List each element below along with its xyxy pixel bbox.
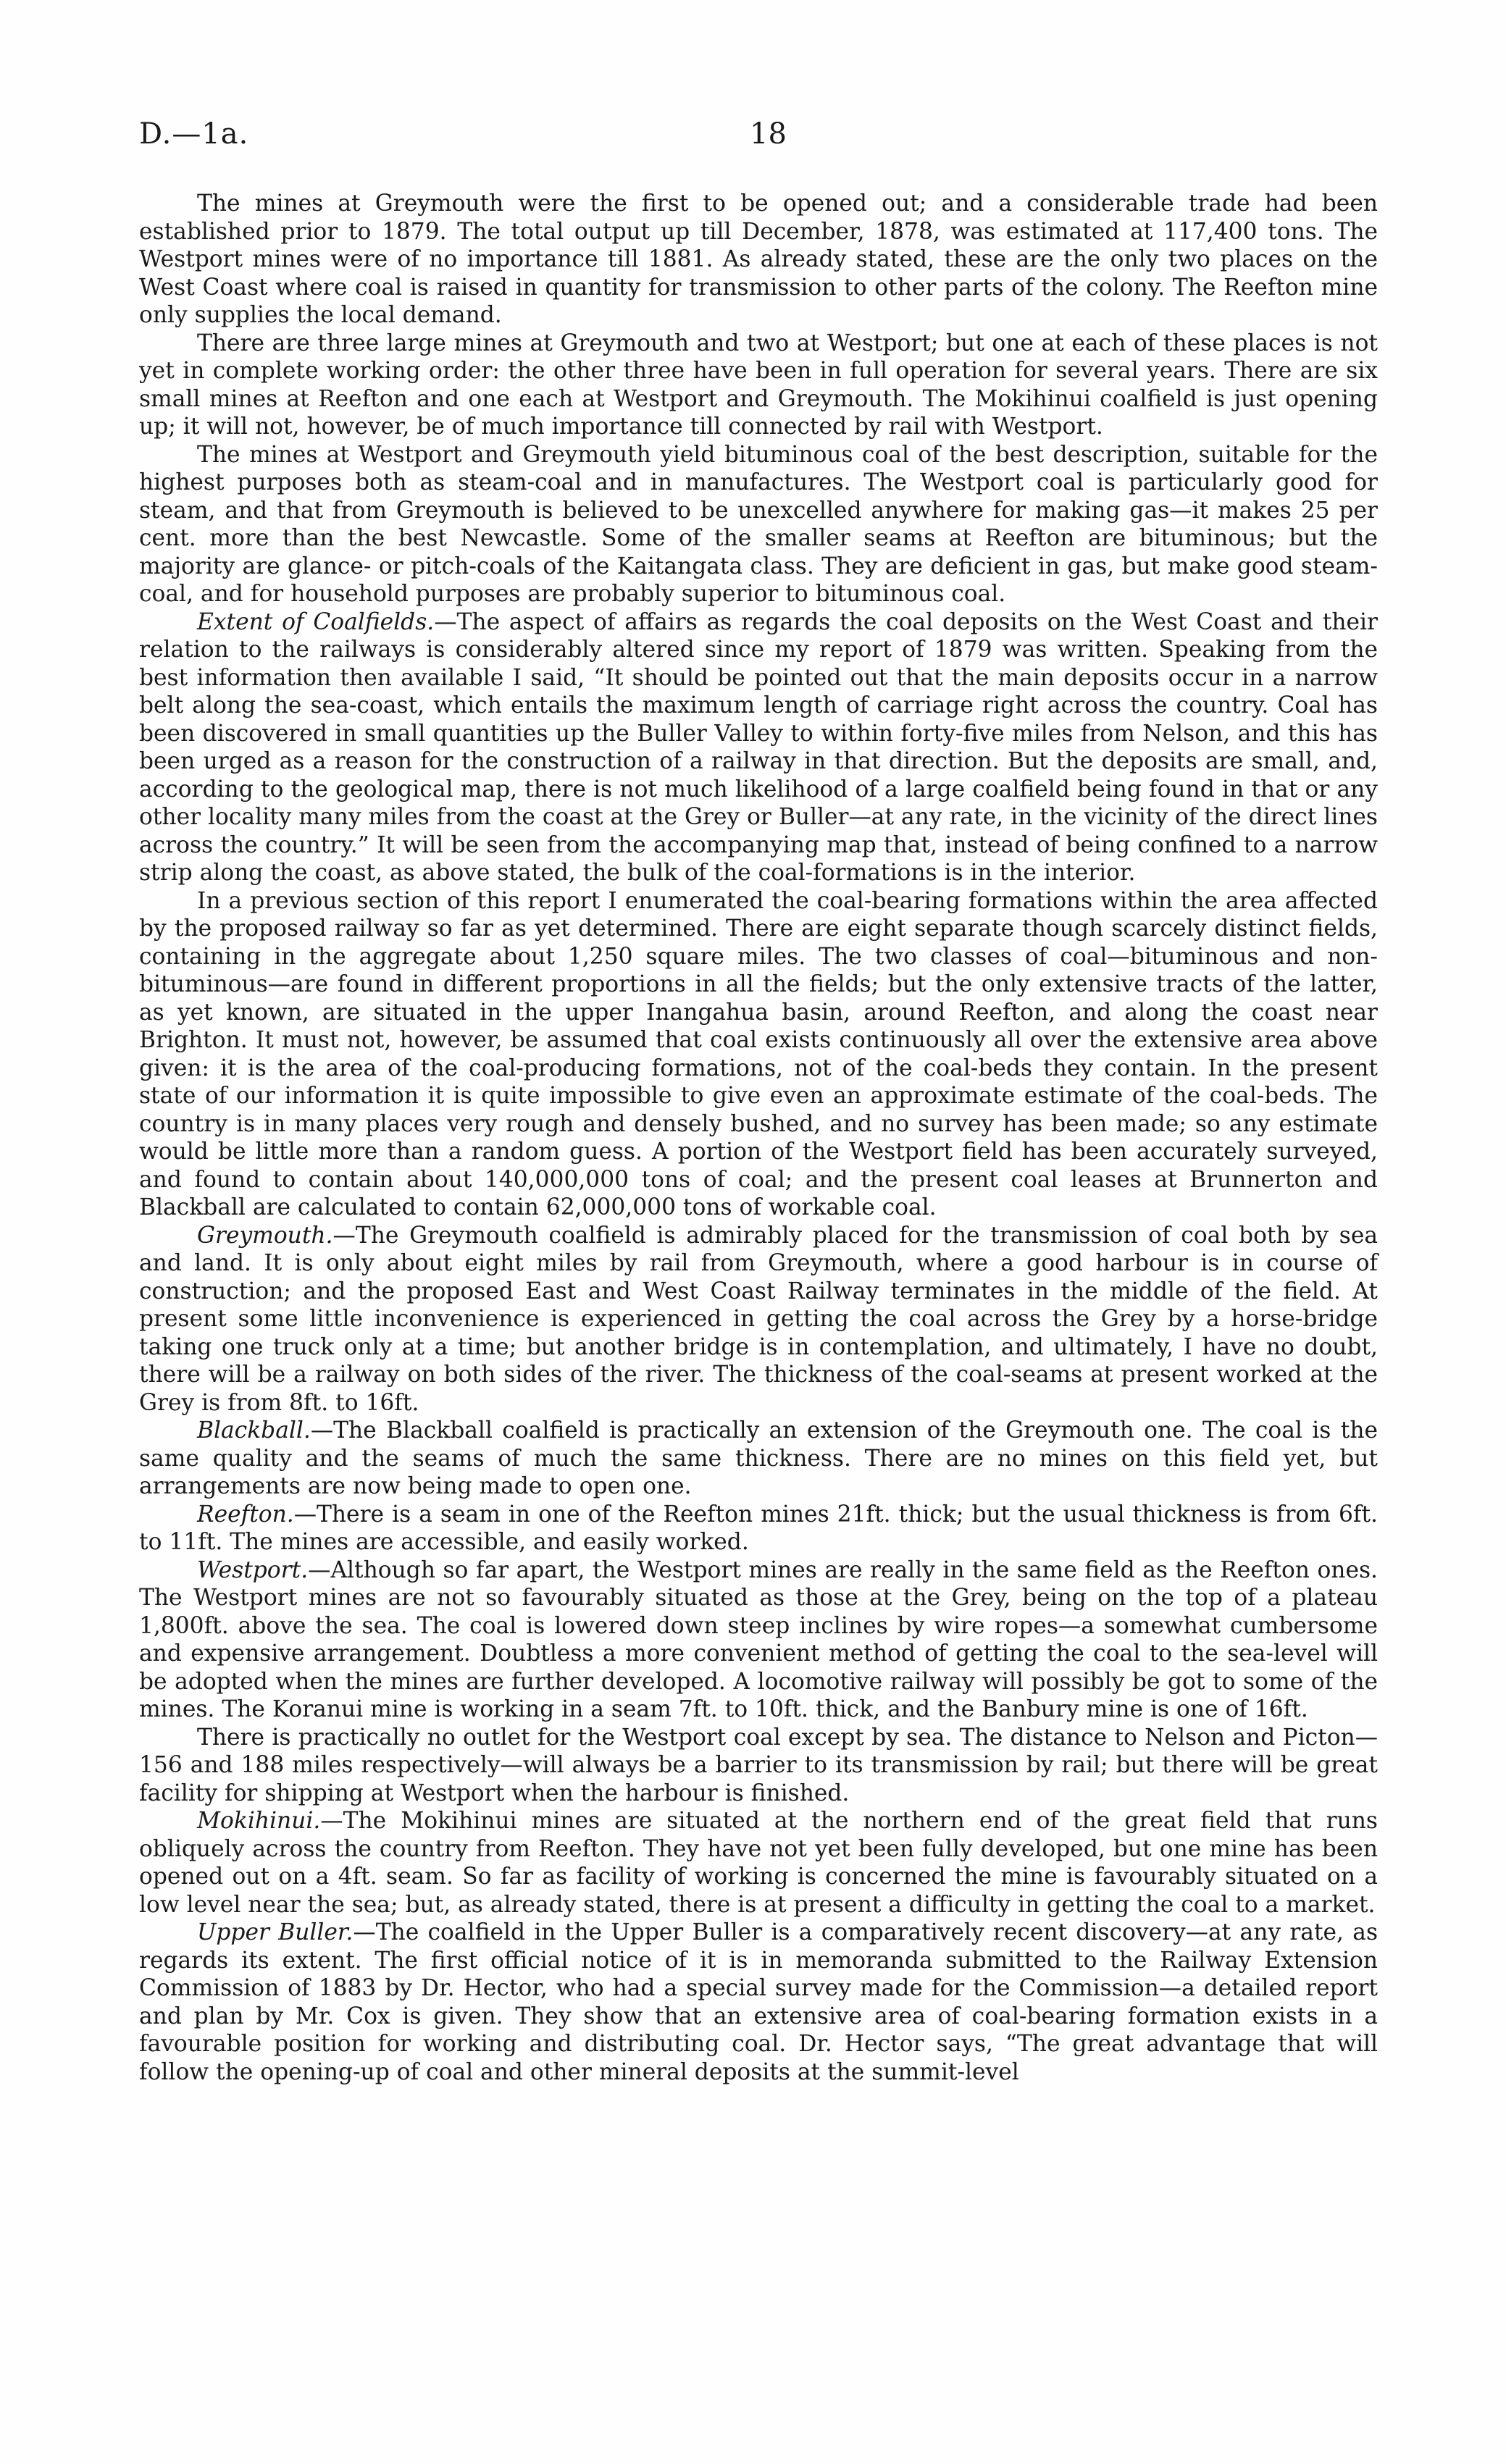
page-number: 18: [750, 117, 787, 151]
paragraph-text: —Although so far apart, the Westport mines are really in the same field as the Reefton ones. The Westport mines are not so favourably situated as those at the Grey, being on the top of a plateau 1,800ft. above the sea. The coal is lowered down steep inclines by wire ropes—a somewhat cumbersome and expensive arrangement. Doubtless a more convenient method of getting the coal to the sea-level will be adopted when the mines are further developed. A locomotive railway will possibly be got to some of the mines. The Koranui mine is working in a seam 7ft. to 10ft. thick, and the Banbury mine is one of 16ft.: [139, 1556, 1378, 1722]
paragraph-text: There are three large mines at Greymouth and two at Westport; but one at each of these places is not yet in complete working order: the other three have been in full operation for several years. There are six small mines at Reefton and one each at Westport and Greymouth. The Mokihinui coalfield is just opening up; it will not, however, be of much importance till connected by rail with Westport.: [139, 330, 1378, 440]
paragraph-text: —The aspect of affairs as regards the coal deposits on the West Coast and their relation to the railways is considerably altered since my report of 1879 was written. Speaking from the best information then available I said, “It should be pointed out that the main deposits occur in a narrow belt along the sea-coast, which entails the maximum length of carriage right across the country. Coal has been discovered in small quantities up the Buller Valley to within forty-five miles from Nelson, and this has been urged as a reason for the construction of a railway in that direction. But the deposits are small, and, according to the geological map, there is not much likelihood of a large coalfield being found in that or any other locality many miles from the coast at the Grey or Buller—at any rate, in the vicinity of the direct lines across the country.” It will be seen from the accompanying map that, instead of being confined to a narrow strip along the coast, as above stated, the bulk of the coal-formations is in the interior.: [139, 608, 1379, 886]
paragraph-text: —The Mokihinui mines are situated at the northern end of the great field that runs obliquely across the country from Reefton. They have not yet been fully developed, but one mine has been opened out on a 4ft. seam. So far as facility of working is concerned the mine is favourably situated on a low level near the sea; but, as already stated, there is at present a difficulty in getting the coal to a market.: [139, 1808, 1378, 1918]
paragraph-heading: Westport.: [197, 1556, 309, 1583]
paragraph-westport: [139, 1556, 1378, 1724]
paragraph-upper-buller: [139, 1919, 1378, 2086]
paragraph-text: There is practically no outlet for the Westport coal except by sea. The distance to Nelson and Picton—156 and 188 miles respectively—will always be a barrier to its transmission by rail; but there will be great facility for shipping at Westport when the harbour is finished.: [139, 1724, 1378, 1806]
paragraph-blackball: [139, 1417, 1378, 1501]
paragraph-text: —The Blackball coalfield is practically an extension of the Greymouth one. The coal is the same quality and the seams of much the same thickness. There are no mines on this field yet, but arrangements are now being made to open one.: [139, 1417, 1378, 1499]
paragraph-text: In a previous section of this report I enumerated the coal-bearing formations within the area affected by the proposed railway so far as yet determined. There are eight separate though scarcely distinct fields, containing in the aggregate about 1,250 square miles. The two classes of coal—bituminous and non-bituminous—are found in different proportions in all the fields; but the only extensive tracts of the latter, as yet known, are situated in the upper Inangahua basin, around Reefton, and along the coast near Brighton. It must not, however, be assumed that coal exists continuously all over the extensive area above given: it is the area of the coal-producing formations, not of the coal-beds they contain. In the present state of our information it is quite impossible to give even an approximate estimate of the coal-beds. The country is in many places very rough and densely bushed, and no survey has been made; so any estimate would be little more than a random guess. A portion of the Westport field has been accurately surveyed, and found to contain about 140,000,000 tons of coal; and the present coal leases at Brunnerton and Blackball are calculated to contain 62,000,000 tons of workable coal.: [139, 887, 1378, 1220]
paragraph-reefton: [139, 1501, 1378, 1556]
paragraph-text: —There is a seam in one of the Reefton mines 21ft. thick; but the usual thickness is from 6ft. to 11ft. The mines are accessible, and easily worked.: [139, 1501, 1378, 1555]
paragraph-text: —The Greymouth coalfield is admirably placed for the transmission of coal both by sea and land. It is only about eight miles by rail from Greymouth, where a good harbour is in course of construction; and the proposed East and West Coast Railway terminates in the middle of the field. At present some little inconvenience is experienced in getting the coal across the Grey by a horse-bridge taking one truck only at a time; but another bridge is in contemplation, and ultimately, I have no doubt, there will be a railway on both sides of the river. The thickness of the coal-seams at present worked at the Grey is from 8ft. to 16ft.: [139, 1222, 1378, 1416]
paragraph-bituminous-coal: [139, 441, 1378, 608]
paragraph-text: The mines at Greymouth were the first to be opened out; and a considerable trade had been established prior to 1879. The total output up till December, 1878, was estimated at 117,400 tons. The Westport mines were of no importance till 1881. As already stated, these are the only two places on the West Coast where coal is raised in quantity for transmission to other parts of the colony. The Reefton mine only supplies the local demand.: [139, 190, 1378, 328]
paragraph-mokihinui: [139, 1807, 1378, 1919]
paragraph-coal-bearing-formations: [139, 887, 1378, 1222]
document-reference: D.—1a.: [139, 117, 249, 151]
paragraph-heading: Upper Buller.: [197, 1919, 354, 1945]
paragraph-greymouth-trade: [139, 190, 1378, 330]
paragraph-heading: Mokihinui.: [197, 1808, 321, 1834]
paragraph-heading: Greymouth.: [197, 1222, 333, 1249]
body-text: [139, 190, 1378, 2086]
paragraph-heading: Blackball.: [197, 1417, 311, 1443]
paragraph-large-mines: [139, 330, 1378, 441]
paragraph-heading: Reefton.: [197, 1501, 294, 1528]
paragraph-westport-outlet: [139, 1724, 1378, 1808]
paragraph-extent-of-coalfields: [139, 608, 1378, 887]
paragraph-heading: Extent of Coalfields.: [197, 608, 435, 635]
paragraph-text: —The coalfield in the Upper Buller is a comparatively recent discovery—at any rate, as regards its extent. The first official notice of it is in memoranda submitted to the Railway Extension Commission of 1883 by Dr. Hector, who had a special survey made for the Commission—a detailed report and plan by Mr. Cox is given. They show that an extensive area of coal-bearing formation exists in a favourable position for working and distributing coal. Dr. Hector says, “The great advantage that will follow the opening-up of coal and other mineral deposits at the summit-level: [139, 1919, 1379, 2085]
paragraph-greymouth: [139, 1222, 1378, 1417]
paragraph-text: The mines at Westport and Greymouth yield bituminous coal of the best description, suitable for the highest purposes both as steam-coal and in manufactures. The Westport coal is particularly good for steam, and that from Greymouth is believed to be unexcelled anywhere for making gas—it makes 25 per cent. more than the best Newcastle. Some of the smaller seams at Reefton are bituminous; but the majority are glance- or pitch-coals of the Kaitangata class. They are deficient in gas, but make good steam-coal, and for household purposes are probably superior to bituminous coal.: [139, 441, 1378, 607]
